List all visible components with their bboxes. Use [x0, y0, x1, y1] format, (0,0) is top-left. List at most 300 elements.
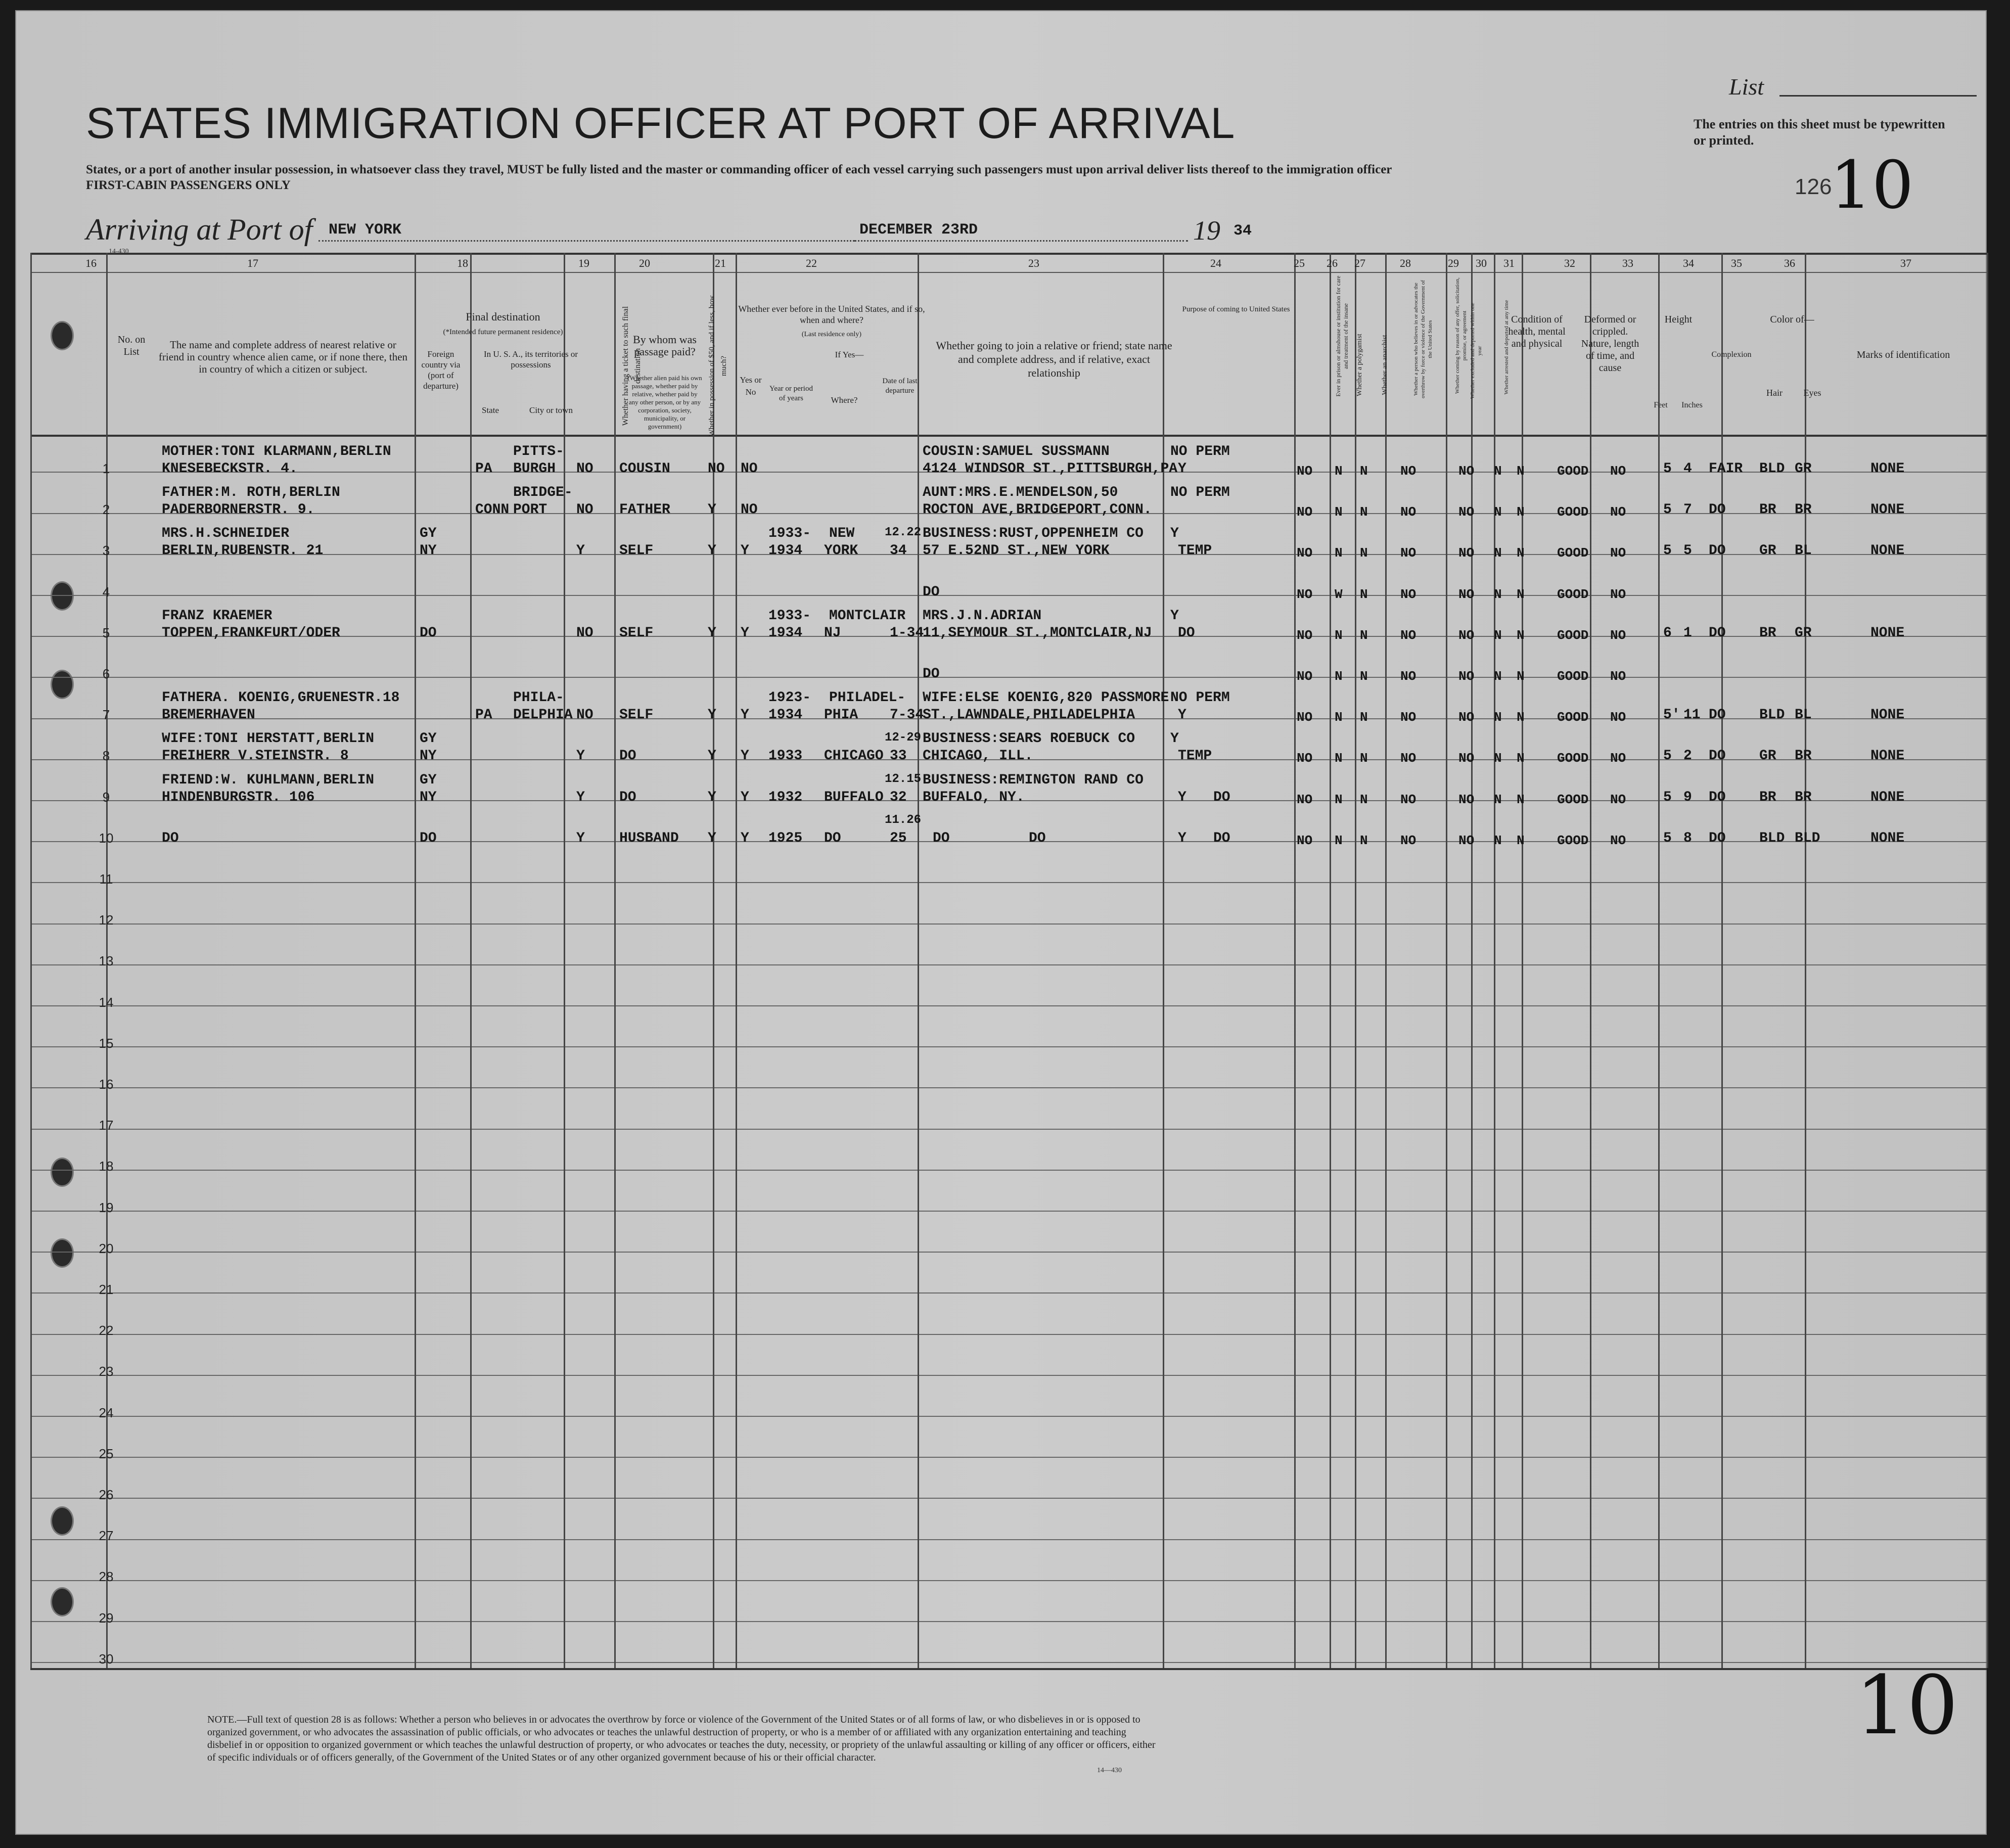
row-line — [30, 1580, 1987, 1581]
q31-answer: N — [1517, 504, 1525, 520]
hdr-join-relative: Whether going to join a relative or friend; state name and complete address, and if relative, exact relationship — [936, 339, 1172, 379]
relative-address: BERLIN,RUBENSTR. 21 — [162, 543, 324, 559]
ticket-value: Y — [576, 748, 585, 764]
q27-answer: N — [1360, 586, 1368, 602]
join-relative-1: AUNT:MRS.E.MENDELSON,50 — [923, 485, 1118, 501]
hdr-q27: Whether an anarchist — [1381, 335, 1389, 395]
identification-marks: NONE — [1870, 789, 1905, 805]
grid-line — [30, 253, 1987, 255]
list-line — [1779, 95, 1977, 97]
row-number: 29 — [99, 1610, 114, 1626]
q27-answer: N — [1360, 464, 1368, 479]
deformed-value: NO — [1610, 464, 1626, 479]
years-2: 1925 — [768, 830, 803, 846]
join-relative-2: 11,SEYMOUR ST.,MONTCLAIR,NJ — [923, 625, 1152, 641]
purpose-2: TEMP — [1178, 543, 1212, 559]
where-1: PHILADEL- — [829, 690, 906, 706]
q25-answer: NO — [1297, 833, 1313, 848]
join-relative-1: MRS.J.N.ADRIAN — [923, 608, 1042, 624]
q29-answer: NO — [1458, 751, 1475, 766]
purpose-1: NO PERM — [1170, 690, 1230, 706]
years-2: 1934 — [768, 707, 803, 723]
hdr-before-us: Whether ever before in the United States, and if so, when and where? — [738, 304, 925, 325]
grid-column-line — [1330, 253, 1331, 1668]
row-number: 1 — [102, 461, 110, 476]
row-number: 3 — [102, 543, 110, 559]
hdr-before-us-note: (Last residence only) — [801, 331, 862, 338]
purpose-1: Y — [1170, 731, 1179, 747]
q27-answer: N — [1360, 833, 1368, 848]
column-number: 20 — [639, 257, 650, 269]
health-condition: GOOD — [1557, 833, 1589, 848]
relative-address: KNESEBECKSTR. 4. — [162, 461, 298, 477]
deformed-value: NO — [1610, 751, 1626, 766]
grid-column-line — [415, 253, 416, 1668]
length-of-stay: DO — [1213, 789, 1230, 805]
deformed-value: NO — [1610, 833, 1626, 848]
complexion: DO — [1709, 543, 1726, 559]
where-2: YORK — [824, 543, 858, 559]
hdr-q29: Whether coming by reason of any offer, solicitation, promise, or agreement — [1454, 278, 1468, 394]
column-number: 18 — [457, 257, 468, 269]
health-condition: GOOD — [1557, 586, 1589, 602]
row-line — [30, 1416, 1987, 1417]
q25-answer: NO — [1297, 627, 1313, 643]
height-feet: 5 — [1663, 789, 1672, 805]
money-value: NO — [708, 461, 725, 477]
hdr-final-destination: Final destination — [466, 310, 540, 323]
row-number: 30 — [99, 1651, 114, 1667]
foreign-country: GY — [420, 731, 437, 747]
relative-name: FATHERA. KOENIG,GRUENESTR.18 — [162, 690, 400, 706]
q30-answer: N — [1494, 627, 1502, 643]
purpose-1: NO PERM — [1170, 444, 1230, 459]
q28-answer: NO — [1400, 464, 1417, 479]
where-2: BUFFALO — [824, 789, 884, 805]
q28-answer: NO — [1400, 586, 1417, 602]
q29-answer: NO — [1458, 586, 1475, 602]
deformed-value: NO — [1610, 586, 1626, 602]
q31-answer: N — [1517, 751, 1525, 766]
q30-answer: N — [1494, 545, 1502, 561]
grid-column-line — [1590, 253, 1591, 1668]
relative-name: FATHER:M. ROTH,BERLIN — [162, 485, 340, 501]
typewritten-instruction: The entries on this sheet must be typewritten or printed. — [1694, 117, 1945, 148]
join-relative-1: WIFE:ELSE KOENIG,820 PASSMORE — [923, 690, 1169, 706]
foreign-country: GY — [420, 526, 437, 542]
ticket-value: Y — [576, 789, 585, 805]
hdr-feet: Feet — [1654, 401, 1668, 409]
deformed-value: NO — [1610, 792, 1626, 807]
join-relative-2: ST.,LAWNDALE,PHILADELPHIA — [923, 707, 1135, 723]
hdr-color-of: Color of— — [1770, 314, 1814, 325]
port-line — [318, 240, 854, 242]
eye-color: BL — [1795, 543, 1812, 559]
row-line — [30, 1334, 1987, 1335]
dest-city-2: DELPHIA — [513, 707, 573, 723]
hdr-years: Year or period of years — [769, 385, 813, 402]
arriving-label: Arriving at Port of — [86, 213, 313, 246]
column-number: 27 — [1354, 257, 1365, 269]
list-label: List — [1729, 74, 1764, 100]
row-line — [30, 1539, 1987, 1540]
join-relative-1: COUSIN:SAMUEL SUSSMANN — [923, 444, 1110, 459]
q25-answer: NO — [1297, 751, 1313, 766]
q25-answer: NO — [1297, 586, 1313, 602]
grid-column-line — [614, 253, 616, 1668]
hdr-deformed: Deformed or crippled. Nature, length of time, and cause — [1581, 314, 1639, 374]
q28-answer: NO — [1400, 833, 1417, 848]
q30-answer: N — [1494, 464, 1502, 479]
join-relative-2: DO — [923, 584, 940, 600]
q29-answer: NO — [1458, 504, 1475, 520]
hdr-health: Condition of health, mental and physical — [1508, 314, 1566, 349]
row-number: 6 — [102, 666, 110, 681]
identification-marks: NONE — [1870, 502, 1905, 518]
passage-paid-by: SELF — [619, 543, 654, 559]
column-number: 24 — [1210, 257, 1221, 269]
hair-color: BR — [1759, 625, 1776, 641]
departure-port: DO — [420, 625, 437, 641]
dest-state: PA — [475, 707, 492, 723]
complexion: DO — [1709, 830, 1726, 846]
hdr-final-dest-note: (*Intended future permanent residence) — [443, 328, 563, 336]
height-feet: 5 — [1663, 830, 1672, 846]
before-yes-no: Y — [741, 625, 749, 641]
year-suffix: 34 — [1234, 222, 1252, 240]
q26-answer: N — [1335, 833, 1343, 848]
dest-city-1: PITTS- — [513, 444, 564, 459]
row-number: 14 — [99, 994, 114, 1010]
q27-answer: N — [1360, 751, 1368, 766]
height-inches: 7 — [1683, 502, 1692, 518]
grid-line — [30, 1668, 1987, 1670]
row-number: 13 — [99, 953, 114, 969]
q26-answer: N — [1335, 627, 1343, 643]
where-1: MONTCLAIR — [829, 608, 906, 624]
row-number: 5 — [102, 625, 110, 640]
hair-color: BLD — [1759, 461, 1785, 477]
money-value: Y — [708, 543, 716, 559]
identification-marks: NONE — [1870, 543, 1905, 559]
health-condition: GOOD — [1557, 627, 1589, 643]
row-line — [30, 1621, 1987, 1622]
hdr-if-yes: If Yes— — [835, 350, 864, 359]
money-value: Y — [708, 502, 716, 518]
deformed-value: NO — [1610, 669, 1626, 684]
q26-answer: N — [1335, 792, 1343, 807]
row-line — [30, 1375, 1987, 1376]
years-2: 1932 — [768, 789, 803, 805]
hdr-q30: Whether excluded and deported within one year — [1470, 303, 1483, 399]
q30-answer: N — [1494, 833, 1502, 848]
money-value: Y — [708, 748, 716, 764]
health-condition: GOOD — [1557, 669, 1589, 684]
hdr-relative: The name and complete address of nearest relative or friend in country whence alien came, or if none there, then in country of which a citizen or subject. — [158, 339, 408, 375]
purpose-2: Y — [1178, 789, 1186, 805]
hdr-where: Where? — [831, 395, 858, 405]
grid-column-line — [918, 253, 919, 1668]
row-number: 25 — [99, 1446, 114, 1461]
handwritten-footer-number: 10 — [1855, 1658, 1958, 1752]
departure-date-2: 1-34 — [890, 625, 924, 641]
column-number: 19 — [578, 257, 589, 269]
row-number: 22 — [99, 1323, 114, 1338]
departure-date-2: 7-34 — [890, 707, 924, 723]
relative-name: MRS.H.SCHNEIDER — [162, 526, 290, 542]
deformed-value: NO — [1610, 627, 1626, 643]
join-relative-2: ROCTON AVE,BRIDGEPORT,CONN. — [923, 502, 1152, 518]
row-line — [30, 841, 1987, 842]
q29-answer: NO — [1458, 545, 1475, 561]
row-number: 7 — [102, 707, 110, 723]
q30-answer: N — [1494, 669, 1502, 684]
q27-answer: N — [1360, 504, 1368, 520]
q29-answer: NO — [1458, 669, 1475, 684]
grid-line — [30, 435, 1987, 437]
relative-name: WIFE:TONI HERSTATT,BERLIN — [162, 731, 375, 747]
q30-answer: N — [1494, 586, 1502, 602]
eye-color: BR — [1795, 502, 1812, 518]
join-relative-2: 4124 WINDSOR ST.,PITTSBURGH,PA — [923, 461, 1178, 477]
class-line: FIRST-CABIN PASSENGERS ONLY — [86, 178, 291, 192]
q26-answer: N — [1335, 669, 1343, 684]
complexion: DO — [1709, 502, 1726, 518]
height-inches: 2 — [1683, 748, 1692, 764]
handwritten-list-number: 10 — [1830, 147, 1914, 223]
departure-port: NY — [420, 543, 437, 559]
row-number: 28 — [99, 1569, 114, 1585]
departure-port: NY — [420, 748, 437, 764]
dest-city-1: BRIDGE- — [513, 485, 573, 501]
column-number: 16 — [85, 257, 97, 269]
row-number: 9 — [102, 789, 110, 805]
health-condition: GOOD — [1557, 751, 1589, 766]
grid-column-line — [1385, 253, 1387, 1668]
q29-answer: NO — [1458, 833, 1475, 848]
row-number: 12 — [99, 912, 114, 928]
relative-name: FRANZ KRAEMER — [162, 608, 272, 624]
dest-city-2: BURGH — [513, 461, 556, 477]
health-condition: GOOD — [1557, 504, 1589, 520]
departure-date-1: 11.26 — [885, 813, 922, 827]
relative-address: TOPPEN,FRANKFURT/ODER — [162, 625, 340, 641]
row-line — [30, 1129, 1987, 1130]
hdr-q25: Ever in prison or almshouse or institution for care and treatment of the insane — [1335, 275, 1349, 397]
row-number: 21 — [99, 1282, 114, 1297]
hdr-marks: Marks of identification — [1856, 349, 1950, 360]
row-number: 20 — [99, 1240, 114, 1256]
page-title: STATES IMMIGRATION OFFICER AT PORT OF ARRIVAL — [86, 99, 1236, 148]
column-number: 21 — [715, 257, 726, 269]
join-relative-2: CHICAGO, ILL. — [923, 748, 1033, 764]
purpose-2: Y — [1178, 461, 1186, 477]
column-number: 23 — [1028, 257, 1039, 269]
q28-answer: NO — [1400, 710, 1417, 725]
years-1: 1923- — [768, 690, 811, 706]
q31-answer: N — [1517, 586, 1525, 602]
where-2: DO — [824, 830, 841, 846]
height-inches: 9 — [1683, 789, 1692, 805]
hdr-ticket: Whether having a ticket to such final destination — [621, 306, 642, 426]
before-yes-no: Y — [741, 748, 749, 764]
column-number: 32 — [1564, 257, 1575, 269]
health-condition: GOOD — [1557, 710, 1589, 725]
dest-city-1: PHILA- — [513, 690, 564, 706]
height-feet: 5 — [1663, 461, 1672, 477]
hair-color: GR — [1759, 748, 1776, 764]
hdr-date-departure: Date of last departure — [882, 377, 918, 395]
grid-column-line — [1658, 253, 1660, 1668]
grid-column-line — [1355, 253, 1356, 1668]
hair-color: BLD — [1759, 830, 1785, 846]
grid-column-line — [470, 253, 472, 1668]
column-number: 35 — [1731, 257, 1742, 269]
q29-answer: NO — [1458, 792, 1475, 807]
relative-address: FREIHERR V.STEINSTR. 8 — [162, 748, 349, 764]
column-number: 22 — [806, 257, 817, 269]
passage-paid-by: SELF — [619, 707, 654, 723]
complexion: DO — [1709, 707, 1726, 723]
q31-answer: N — [1517, 833, 1525, 848]
q27-answer: N — [1360, 710, 1368, 725]
form-number: 14-430 — [109, 248, 129, 255]
q31-answer: N — [1517, 710, 1525, 725]
years-2: 1934 — [768, 625, 803, 641]
q25-answer: NO — [1297, 545, 1313, 561]
row-number: 19 — [99, 1199, 114, 1215]
column-number: 37 — [1900, 257, 1911, 269]
relative-address: BREMERHAVEN — [162, 707, 255, 723]
join-relative-2: BUFFALO, NY. — [923, 789, 1025, 805]
hdr-eyes: Eyes — [1803, 388, 1821, 398]
q26-answer: N — [1335, 751, 1343, 766]
before-yes-no: Y — [741, 830, 749, 846]
purpose-1: Y — [1170, 526, 1179, 542]
foreign-country: GY — [420, 772, 437, 788]
height-feet: 5 — [1663, 543, 1672, 559]
column-number: 36 — [1784, 257, 1795, 269]
eye-color: BR — [1795, 748, 1812, 764]
years-2: 1934 — [768, 543, 803, 559]
height-inches: 8 — [1683, 830, 1692, 846]
deformed-value: NO — [1610, 504, 1626, 520]
hdr-purpose: Purpose of coming to United States — [1182, 305, 1290, 313]
q29-answer: NO — [1458, 627, 1475, 643]
complexion: DO — [1709, 789, 1726, 805]
identification-marks: NONE — [1870, 461, 1905, 477]
q30-answer: N — [1494, 504, 1502, 520]
row-line — [30, 1498, 1987, 1499]
q26-answer: N — [1335, 710, 1343, 725]
years-1: 1933- — [768, 526, 811, 542]
relative-address: DO — [162, 830, 179, 846]
q26-answer: N — [1335, 545, 1343, 561]
hdr-passage-note: (Whether alien paid his own passage, whether paid by relative, whether paid by any other person, or by any corporation, society, municipality, or government) — [627, 374, 702, 430]
column-number: 29 — [1448, 257, 1459, 269]
passage-paid-by: FATHER — [619, 502, 670, 518]
dest-city-2: PORT — [513, 502, 547, 518]
q28-answer: NO — [1400, 504, 1417, 520]
join-relative-1: BUSINESS:SEARS ROEBUCK CO — [923, 731, 1135, 747]
identification-marks: NONE — [1870, 625, 1905, 641]
row-number: 2 — [102, 502, 110, 518]
hdr-q28: Whether a person who believes in or advocates the overthrow by force or violence of the Government of the United States — [1413, 280, 1433, 398]
height-inches: 11 — [1683, 707, 1701, 723]
before-yes-no: NO — [741, 502, 758, 518]
money-value: Y — [708, 789, 716, 805]
join-relative-do-2: DO — [1029, 830, 1046, 846]
manifest-sheet — [15, 10, 1987, 1835]
q28-answer: NO — [1400, 669, 1417, 684]
relative-address: PADERBORNERSTR. 9. — [162, 502, 315, 518]
departure-date-1: 12-29 — [885, 731, 922, 745]
grid-column-line — [1294, 253, 1296, 1668]
hdr-foreign-country: Foreign country via (port of departure) — [421, 349, 461, 391]
departure-date-2: 25 — [890, 830, 907, 846]
subtitle-text: States, or a port of another insular possession, in whatsoever class they travel, MUST be fully listed and the master or commanding officer of each vessel carrying such passengers must upon arrival deliver lists thereof to the immigration officer — [86, 163, 1392, 176]
row-line — [30, 1087, 1987, 1088]
hdr-passage-paid: By whom was passage paid? — [633, 333, 697, 358]
column-number: 17 — [247, 257, 258, 269]
q26-answer: N — [1335, 464, 1343, 479]
manifest-grid — [30, 253, 1987, 1673]
eye-color: GR — [1795, 625, 1812, 641]
q29-answer: NO — [1458, 710, 1475, 725]
relative-name: FRIEND:W. KUHLMANN,BERLIN — [162, 772, 375, 788]
height-inches: 5 — [1683, 543, 1692, 559]
q26-answer: N — [1335, 504, 1343, 520]
row-number: 23 — [99, 1364, 114, 1379]
departure-date-1: 12.15 — [885, 772, 922, 786]
where-2: CHICAGO — [824, 748, 884, 764]
row-line — [30, 1457, 1987, 1458]
departure-date-2: 34 — [890, 543, 907, 559]
ticket-value: Y — [576, 830, 585, 846]
q29-answer: NO — [1458, 464, 1475, 479]
row-line — [30, 964, 1987, 965]
q27-answer: N — [1360, 627, 1368, 643]
purpose-1: NO PERM — [1170, 485, 1230, 501]
hdr-no-on-list: No. on List — [117, 334, 146, 357]
row-number: 4 — [102, 584, 110, 599]
row-line — [30, 1046, 1987, 1047]
ticket-value: NO — [576, 461, 593, 477]
q25-answer: NO — [1297, 669, 1313, 684]
health-condition: GOOD — [1557, 464, 1589, 479]
where-2: NJ — [824, 625, 841, 641]
grid-column-line — [736, 253, 737, 1668]
ticket-value: Y — [576, 543, 585, 559]
relative-name: MOTHER:TONI KLARMANN,BERLIN — [162, 444, 391, 459]
hair-color: BLD — [1759, 707, 1785, 723]
relative-address: HINDENBURGSTR. 106 — [162, 789, 315, 805]
row-number: 24 — [99, 1405, 114, 1420]
q25-answer: NO — [1297, 504, 1313, 520]
row-line — [30, 1211, 1987, 1212]
grid-line — [30, 272, 1987, 273]
hdr-height: Height — [1664, 314, 1693, 325]
date-value: DECEMBER 23RD — [859, 221, 978, 239]
passage-paid-by: DO — [619, 789, 636, 805]
q31-answer: N — [1517, 627, 1525, 643]
hdr-city: City or town — [529, 405, 573, 415]
passage-paid-by: COUSIN — [619, 461, 670, 477]
q27-answer: N — [1360, 792, 1368, 807]
hdr-money: Whether in possession of $50, and if less, how much? — [708, 295, 728, 437]
height-feet: 5 — [1663, 748, 1672, 764]
grid-column-line — [564, 253, 565, 1668]
